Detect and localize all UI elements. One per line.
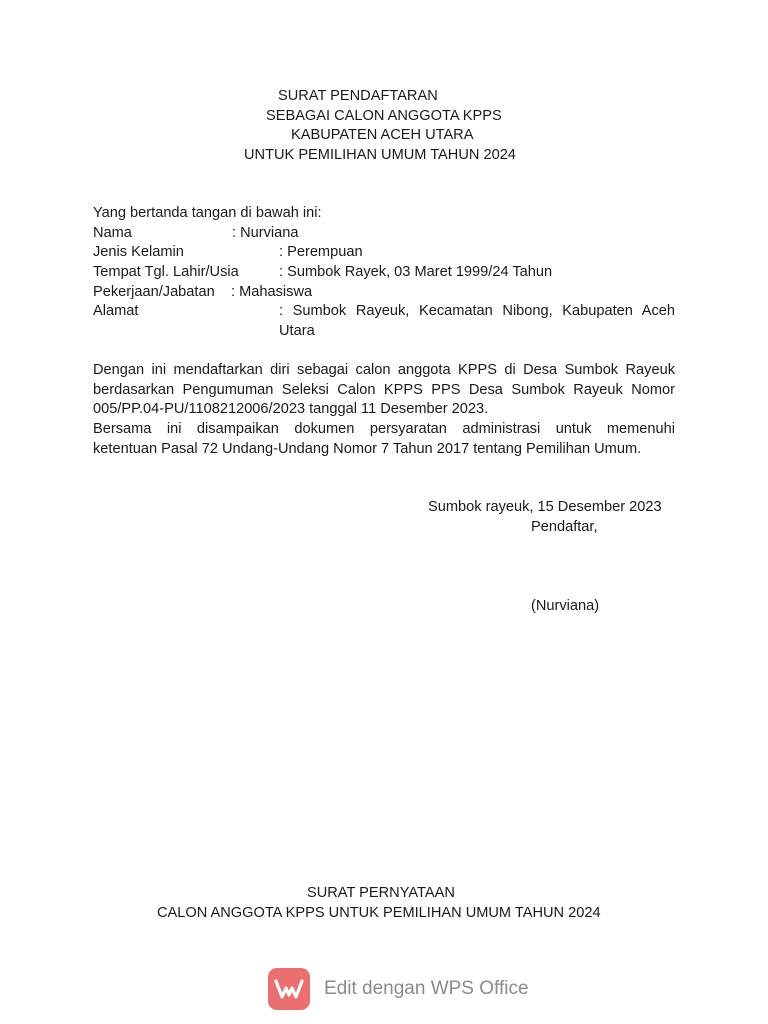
body-paragraph-line: Bersama ini disampaikan dokumen persyaratan administrasi untuk memenuhi [93, 421, 675, 437]
field-value-nama: : Nurviana [232, 225, 299, 241]
body-paragraph-line: ketentuan Pasal 72 Undang-Undang Nomor 7 Tahun 2017 tentang Pemilihan Umum. [93, 441, 642, 457]
signature-role: Pendaftar, [531, 519, 598, 535]
header-title: SURAT PENDAFTARAN [278, 88, 438, 104]
wps-edit-label: Edit dengan WPS Office [324, 978, 529, 999]
intro-text: Yang bertanda tangan di bawah ini: [93, 205, 322, 221]
field-value-pekerjaan: : Mahasiswa [231, 284, 313, 300]
field-label-alamat: Alamat [93, 303, 139, 319]
signature-name: (Nurviana) [531, 598, 600, 614]
signature-place-date: Sumbok rayeuk, 15 Desember 2023 [428, 499, 662, 515]
wps-logo-icon [268, 968, 310, 1010]
field-label-nama: Nama [93, 225, 132, 241]
edit-with-wps-button[interactable] [268, 968, 529, 1010]
header-region: KABUPATEN ACEH UTARA [291, 127, 474, 143]
statement-title: SURAT PERNYATAAN [307, 885, 455, 901]
body-paragraph-line: berdasarkan Pengumuman Seleksi Calon KPPS PPS Desa Sumbok Rayeuk Nomor [93, 382, 675, 398]
field-value-alamat-line2: Utara [279, 323, 315, 339]
field-value-ttl: : Sumbok Rayek, 03 Maret 1999/24 Tahun [279, 264, 553, 280]
field-value-jenis-kelamin: : Perempuan [279, 244, 363, 260]
statement-subtitle: CALON ANGGOTA KPPS UNTUK PEMILIHAN UMUM TAHUN 2024 [157, 905, 601, 921]
header-subtitle: SEBAGAI CALON ANGGOTA KPPS [266, 108, 502, 124]
field-label-pekerjaan: Pekerjaan/Jabatan [93, 284, 215, 300]
header-election: UNTUK PEMILIHAN UMUM TAHUN 2024 [244, 147, 516, 163]
field-label-jenis-kelamin: Jenis Kelamin [93, 244, 184, 260]
body-paragraph-line: 005/PP.04-PU/1108212006/2023 tanggal 11 Desember 2023. [93, 401, 489, 417]
field-label-ttl: Tempat Tgl. Lahir/Usia [93, 264, 239, 280]
body-paragraph-line: Dengan ini mendaftarkan diri sebagai calon anggota KPPS di Desa Sumbok Rayeuk [93, 362, 675, 378]
field-value-alamat-line1: : Sumbok Rayeuk, Kecamatan Nibong, Kabupaten Aceh [279, 303, 675, 319]
